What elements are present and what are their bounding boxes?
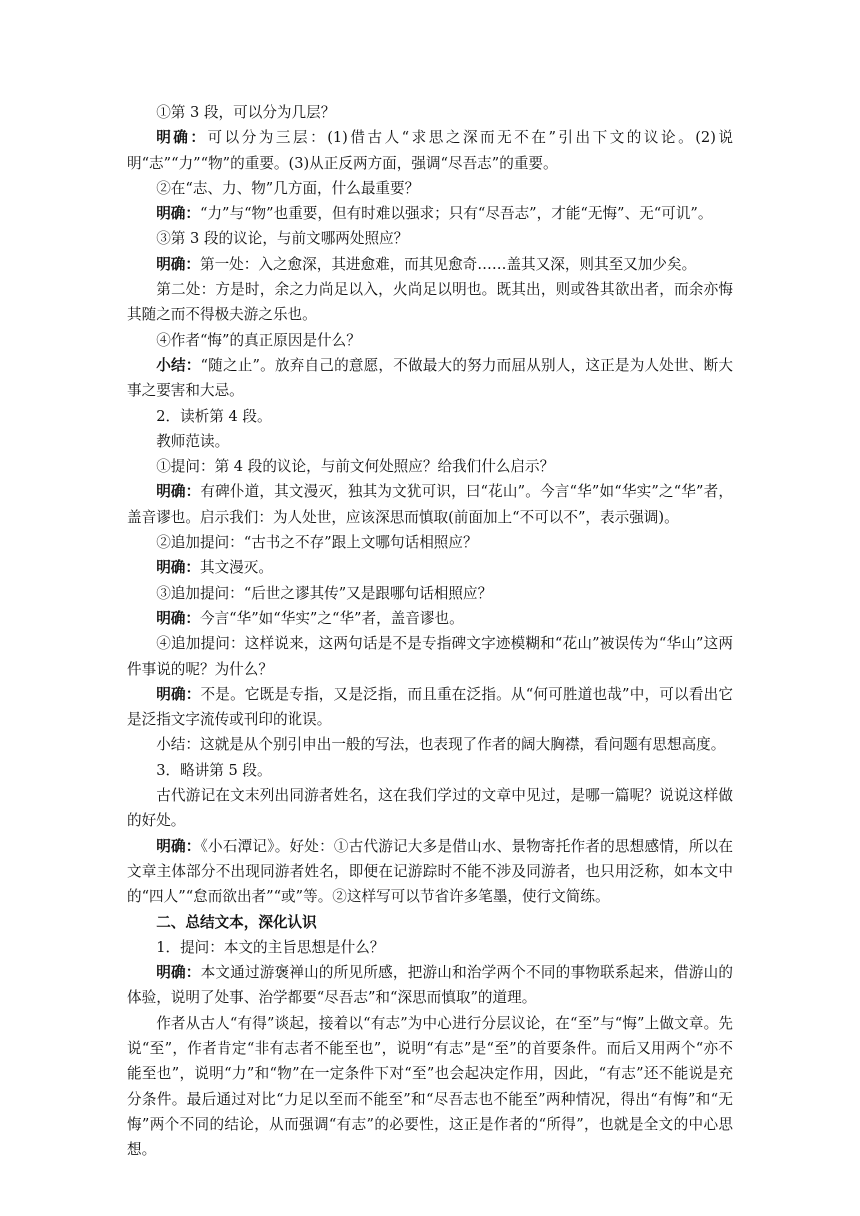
paragraph — [127, 783, 733, 834]
paragraph-text: “力”与“物”也重要，但有时难以强求；只有“尽吾志”，才能“无悔”、无“可讥”。 — [199, 205, 713, 223]
paragraph — [127, 682, 733, 733]
paragraph — [127, 935, 733, 960]
paragraph-text: ②在“志、力、物”几方面，什么最重要？ — [156, 179, 420, 197]
paragraph — [127, 201, 733, 226]
paragraph-text: ③第 3 段的议论，与前文哪两处照应？ — [156, 230, 409, 248]
paragraph-text: 有碑仆道，其文漫灭，独其为文犹可识，曰“花山”。今言“华”如“华实”之“华”者，盖音谬也。启示我们：为人处世，应该深思而慎取(前面加上“不可以不”，表示强调)。 — [127, 483, 733, 526]
paragraph — [127, 1011, 733, 1163]
paragraph — [127, 353, 733, 404]
paragraph-text: ④作者“悔”的真正原因是什么？ — [156, 331, 361, 349]
paragraph-label: 明确： — [156, 255, 200, 273]
paragraph-text: ④追加提问：这样说来，这两句话是不是专指碑文字迹模糊和“花山”被误传为“华山”这两件事说的呢？为什么？ — [127, 635, 733, 678]
paragraph-label: 明确： — [156, 609, 200, 627]
paragraph-text: 作者从古人“有得”谈起，接着以“有志”为中心进行分层议论，在“至”与“悔”上做文章。先说“至”，作者肯定“非有志者不能至也”，说明“有志”是“至”的首要条件。而后又用两个“亦不能至也”，说明“力”和“物”在一定条件下对“至”也会起决定作用，因此，“有志”还不能说是充分条件。最后通过对比“力足以至而不能至”和“尽吾志也不能至”两种情况，得出“有悔”和“无悔”两个不同的结论，从而强调“有志”的必要性，这正是作者的“所得”，也就是全文的中心思想。 — [127, 1014, 733, 1159]
paragraph — [127, 176, 733, 201]
paragraph-text: 第一处：入之愈深，其进愈难，而其见愈奇……盖其又深，则其至又加少矣。 — [199, 255, 697, 273]
paragraph-label: 明确： — [156, 205, 200, 223]
paragraph-text: 《小石潭记》。好处：①古代游记大多是借山水、景物寄托作者的思想感情，所以在文章主体部分不出现同游者姓名，即便在记游踪时不能不涉及同游者，也只用泛称，如本文中的“四人”“怠而欲出者”“或”等。②这样写可以节省许多笔墨，使行文简练。 — [127, 837, 733, 906]
paragraph — [127, 429, 733, 454]
paragraph-text: ①第 3 段，可以分为几层？ — [156, 104, 336, 121]
paragraph-text: 小结：这就是从个别引申出一般的写法，也表现了作者的阔大胸襟，看问题有思想高度。 — [156, 736, 726, 754]
paragraph — [127, 404, 733, 429]
paragraph-label: 明确： — [156, 559, 200, 577]
paragraph — [127, 834, 733, 910]
paragraph-label: 明确： — [156, 483, 201, 501]
paragraph — [127, 581, 733, 606]
paragraph-text: “随之止”。放弃自己的意愿，不做最大的努力而屈从别人，这正是为人处世、断大事之要害和大忌。 — [127, 356, 733, 400]
paragraph — [127, 226, 733, 251]
paragraph-text: 1．提问：本文的主旨思想是什么？ — [156, 938, 385, 956]
section-heading — [127, 910, 733, 935]
paragraph-text: 可以分为三层：(1)借古人“求思之深而无不在”引出下文的议论。(2)说明“志”“力”“物”的重要。(3)从正反两方面，强调“尽吾志”的重要。 — [127, 129, 733, 172]
section-heading-text: 二、总结文本，深化认识 — [156, 913, 317, 931]
document-body — [127, 100, 733, 1162]
paragraph-text: 3．略讲第 5 段。 — [156, 761, 272, 779]
paragraph-label: 明确： — [156, 129, 208, 147]
paragraph-text: 其文漫灭。 — [199, 559, 273, 577]
paragraph-text: 2．读析第 4 段。 — [156, 407, 272, 425]
paragraph-text: ②追加提问：“古书之不存”跟上文哪句话相照应？ — [156, 534, 478, 552]
paragraph — [127, 606, 733, 631]
paragraph — [127, 479, 733, 530]
paragraph-label: 明确： — [156, 685, 201, 703]
paragraph-label: 小结： — [156, 356, 201, 374]
paragraph-text: 不是。它既是专指，又是泛指，而且重在泛指。从“何可胜道也哉”中，可以看出它是泛指文字流传或刊印的讹误。 — [127, 685, 733, 729]
paragraph — [127, 277, 733, 328]
paragraph-text: 今言“华”如“华实”之“华”者，盖音谬也。 — [199, 609, 464, 627]
paragraph-text: 教师范读。 — [156, 432, 230, 450]
paragraph — [127, 125, 733, 176]
paragraph — [127, 328, 733, 353]
paragraph — [127, 758, 733, 783]
paragraph — [127, 530, 733, 555]
paragraph-text: 本文通过游褒禅山的所见所感，把游山和治学两个不同的事物联系起来，借游山的体验，说明了处事、治学都要“尽吾志”和“深思而慎取”的道理。 — [127, 964, 733, 1007]
paragraph-text: ①提问：第 4 段的议论，与前文何处照应？给我们什么启示？ — [156, 458, 555, 476]
paragraph-text: ③追加提问：“后世之谬其传”又是跟哪句话相照应？ — [156, 584, 493, 602]
paragraph-label: 明确： — [156, 837, 201, 855]
paragraph — [127, 252, 733, 277]
paragraph — [127, 732, 733, 757]
paragraph — [127, 555, 733, 580]
paragraph-text: 古代游记在文末列出同游者姓名，这在我们学过的文章中见过，是哪一篇呢？说说这样做的好处。 — [127, 787, 733, 830]
paragraph — [127, 631, 733, 682]
paragraph-label: 明确： — [156, 964, 201, 982]
paragraph — [127, 100, 733, 125]
paragraph — [127, 454, 733, 479]
paragraph-text: 第二处：方是时，余之力尚足以入，火尚足以明也。既其出，则或咎其欲出者，而余亦悔其随之而不得极夫游之乐也。 — [127, 281, 733, 324]
paragraph — [127, 960, 733, 1011]
